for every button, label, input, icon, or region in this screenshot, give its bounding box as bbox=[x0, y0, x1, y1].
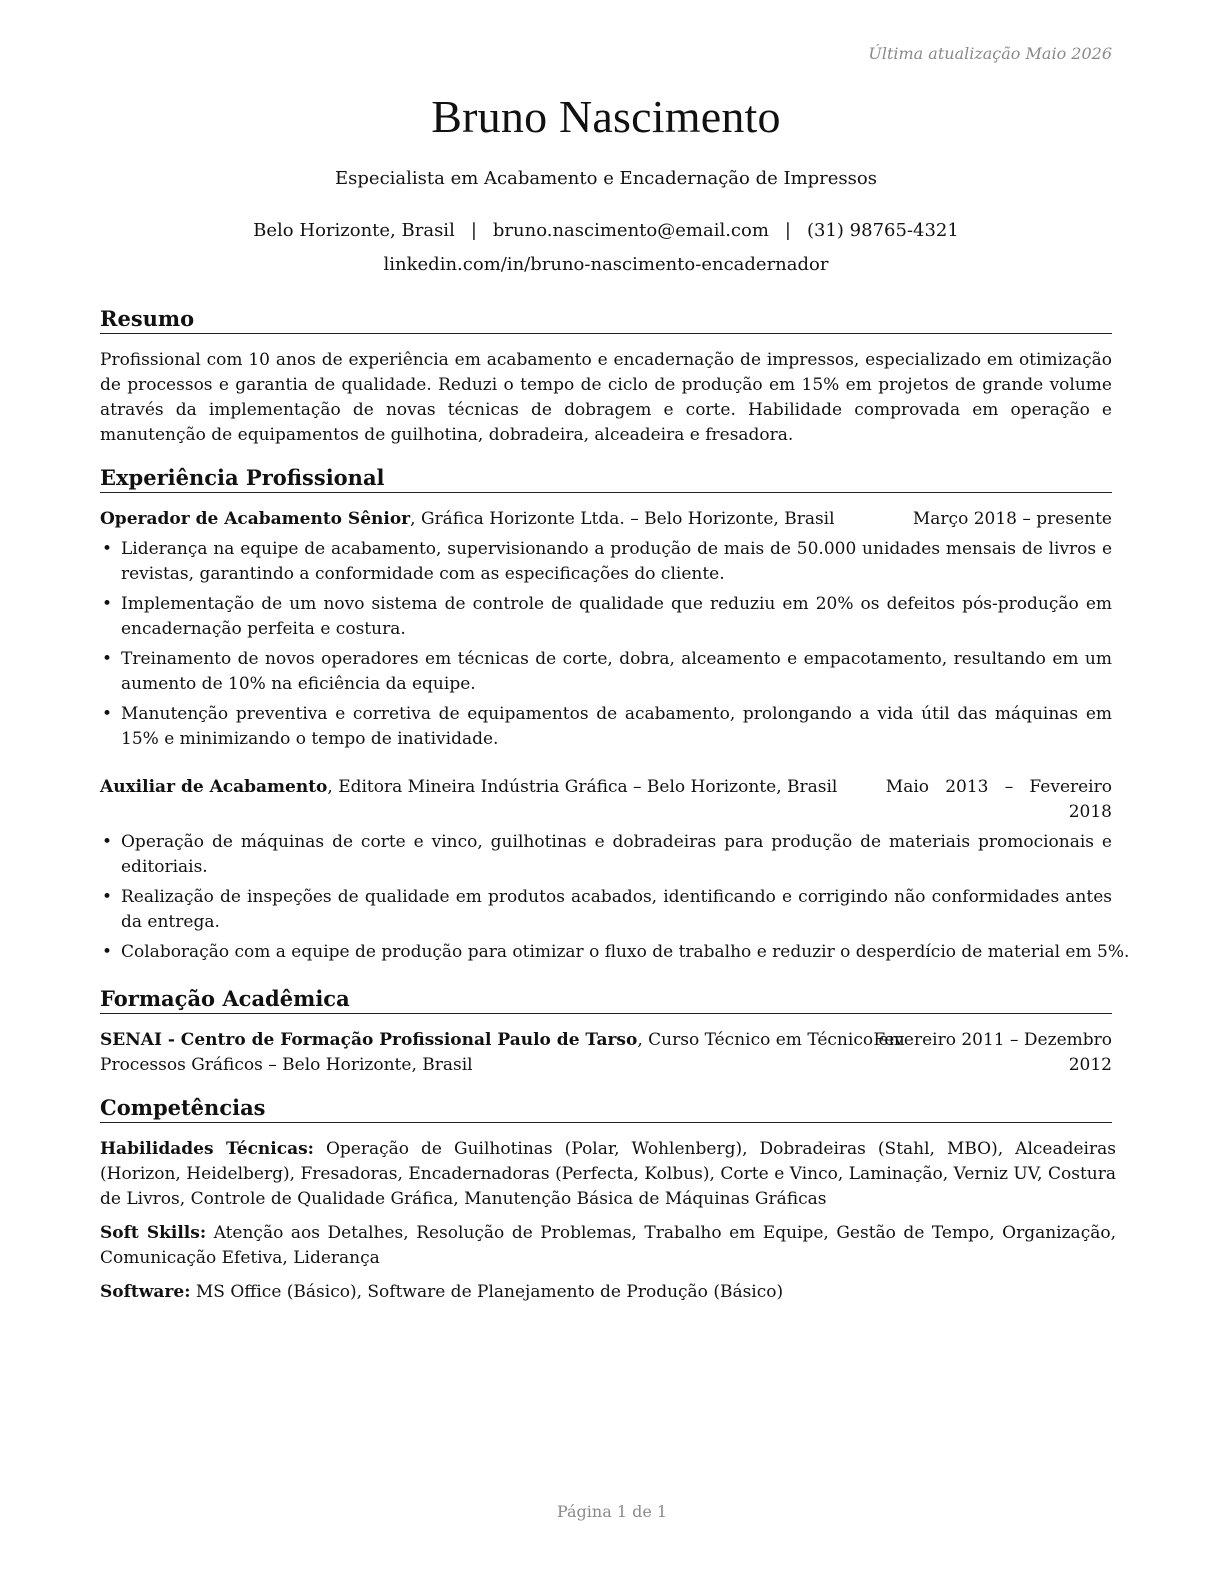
section-title-experience: Experiência Profissional bbox=[100, 465, 1112, 493]
section-title-summary: Resumo bbox=[100, 306, 1112, 334]
last-updated: Última atualização Maio 2026 bbox=[868, 44, 1112, 63]
education-school: SENAI - Centro de Formação Profissional Paulo de Tarso bbox=[100, 1030, 638, 1050]
job-bullets bbox=[100, 537, 1112, 757]
headline: Especialista em Acabamento e Encadernação de Impressos bbox=[335, 168, 877, 189]
education-dates-start: Fevereiro 2011 – Dezembro bbox=[873, 1030, 1112, 1050]
skill-value: Operação de Guilhotinas (Polar, Wohlenberg), Dobradeiras (Stahl, MBO), Alceadeiras (Horizon, Heidelberg), Fresadoras, Encadernadoras (Perfecta, Kolbus), Corte e Vinco, Laminação, Verniz UV, Costura de Livros, Controle de Qualidade Gráfica, Manutenção Básica de Máquinas Gráficas bbox=[100, 1139, 1116, 1209]
education-dates-end: 2012 bbox=[1068, 1055, 1112, 1075]
section-title-skills: Competências bbox=[100, 1095, 1112, 1123]
separator: | bbox=[470, 220, 477, 241]
list-item: • Operação de máquinas de corte e vinco, guilhotinas e dobradeiras para produção de materiais promocionais e editoriais. bbox=[100, 830, 1112, 880]
skill-label: Habilidades Técnicas: bbox=[100, 1139, 314, 1159]
list-item: • Realização de inspeções de qualidade em produtos acabados, identificando e corrigindo não conformidades antes da entrega. bbox=[100, 885, 1112, 935]
list-item: • Liderança na equipe de acabamento, supervisionando a produção de mais de 50.000 unidades mensais de livros e revistas, garantindo a conformidade com as especificações do cliente. bbox=[100, 537, 1112, 587]
candidate-name: Bruno Nascimento bbox=[431, 91, 781, 142]
page-number: Página 1 de 1 bbox=[556, 1502, 668, 1521]
email: bruno.nascimento@email.com bbox=[492, 220, 769, 241]
job-bullets bbox=[100, 830, 1130, 970]
education-course-cont: Processos Gráficos – Belo Horizonte, Brasil bbox=[100, 1055, 473, 1075]
education-course: , Curso Técnico em Técnico em bbox=[637, 1030, 905, 1050]
location: Belo Horizonte, Brasil bbox=[253, 220, 455, 241]
job-role: Operador de Acabamento Sênior bbox=[100, 509, 411, 529]
skill-value: Atenção aos Detalhes, Resolução de Problemas, Trabalho em Equipe, Gestão de Tempo, Organização, Comunicação Efetiva, Liderança bbox=[100, 1223, 1116, 1268]
skill-value: MS Office (Básico), Software de Planejamento de Produção (Básico) bbox=[190, 1282, 784, 1302]
list-item: • Manutenção preventiva e corretiva de equipamentos de acabamento, prolongando a vida útil das máquinas em 15% e minimizando o tempo de inatividade. bbox=[100, 702, 1112, 752]
section-title-education: Formação Acadêmica bbox=[100, 986, 1112, 1014]
job-dates: Março 2018 – presente bbox=[912, 509, 1112, 529]
job-role: Auxiliar de Acabamento bbox=[100, 777, 328, 797]
linkedin-url: linkedin.com/in/bruno-nascimento-encadernador bbox=[383, 254, 829, 275]
job-company: , Editora Mineira Indústria Gráfica – Belo Horizonte, Brasil bbox=[327, 777, 838, 797]
job-company: , Gráfica Horizonte Ltda. – Belo Horizonte, Brasil bbox=[410, 509, 835, 529]
separator: | bbox=[784, 220, 791, 241]
education-entry bbox=[100, 1028, 1112, 1078]
list-item: • Implementação de um novo sistema de controle de qualidade que reduziu em 20% os defeitos pós-produção em encadernação perfeita e costura. bbox=[100, 592, 1112, 642]
list-item: • Treinamento de novos operadores em técnicas de corte, dobra, alceamento e empacotamento, resultando em um aumento de 10% na eficiência da equipe. bbox=[100, 647, 1112, 697]
skills-software bbox=[100, 1280, 1116, 1305]
job-dates-end: 2018 bbox=[1068, 802, 1112, 822]
phone: (31) 98765-4321 bbox=[807, 220, 959, 241]
skills-soft bbox=[100, 1221, 1116, 1271]
job-dates bbox=[886, 775, 1112, 825]
skills-technical bbox=[100, 1137, 1116, 1212]
summary-text: Profissional com 10 anos de experiência em acabamento e encadernação de impressos, especializado em otimização de processos e garantia de qualidade. Reduzi o tempo de ciclo de produção em 15% em projetos de grande volume através da implementação de novas técnicas de dobragem e corte. Habilidade comprovada em operação e manutenção de equipamentos de guilhotina, dobradeira, alceadeira e fresadora. bbox=[100, 350, 1112, 445]
skill-label: Soft Skills: bbox=[100, 1223, 207, 1243]
job-dates-start: Maio 2013 – Fevereiro bbox=[885, 777, 1112, 797]
job-title-line bbox=[100, 775, 837, 800]
list-item: • Colaboração com a equipe de produção para otimizar o fluxo de trabalho e reduzir o desperdício de material em 5%. bbox=[100, 940, 1137, 965]
skill-label: Software: bbox=[100, 1282, 191, 1302]
job-title-line bbox=[100, 507, 835, 532]
education-school-line bbox=[100, 1028, 905, 1078]
education-dates bbox=[873, 1028, 1112, 1078]
contact-line bbox=[100, 220, 1112, 241]
